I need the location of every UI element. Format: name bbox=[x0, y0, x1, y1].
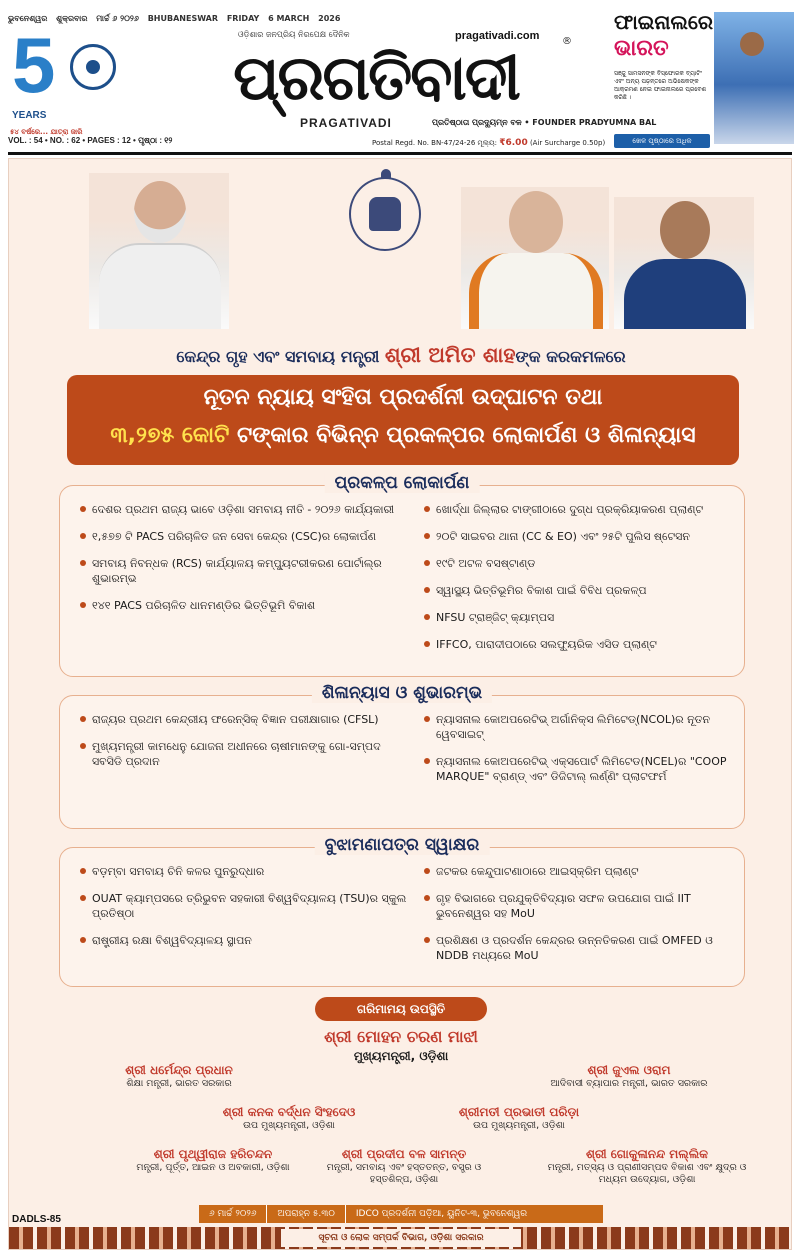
section-mou bbox=[59, 835, 745, 987]
dignitary-name: ଶ୍ରୀ ପୃଥ୍ୱୀରାଜ ହରିଚନ୍ଦନ bbox=[153, 1147, 273, 1161]
dignitary-role: ମନ୍ତ୍ରୀ, ସମବାୟ ଏବଂ ହସ୍ତତନ୍ତ, ବସ୍ତ୍ର ଓ ହସ୍ତଶିଳ୍ପ, ଓଡ଼ିଶା bbox=[326, 1162, 482, 1185]
registered-mark: ® bbox=[562, 36, 572, 47]
newspaper-title-latin: PRAGATIVADI bbox=[300, 116, 392, 130]
minister-line-post: ଙ୍କ କରକମଳରେ bbox=[515, 347, 626, 366]
dignitary-name: ଶ୍ରୀ କନକ ବର୍ଦ୍ଧନ ସିଂହଦେଓ bbox=[222, 1105, 356, 1119]
promo-headline-2: ଭାରତ bbox=[614, 36, 669, 61]
dignitary bbox=[309, 1147, 499, 1186]
promo-headline-1: ଫାଇନାଲରେ bbox=[614, 10, 714, 34]
dignitary-role: ଉପ ମୁଖ୍ୟମନ୍ତ୍ରୀ, ଓଡ଼ିଶା bbox=[473, 1120, 565, 1131]
section-right-column bbox=[422, 502, 736, 664]
air-surcharge: (Air Surcharge 0.50p) bbox=[529, 139, 606, 147]
list-item: ୧୪୧ PACS ପରିଚାଳିତ ଧାନମଣ୍ଡିର ଭିତ୍ତିଭୂମି ବିକାଶ bbox=[78, 598, 414, 613]
chief-minister-role: ମୁଖ୍ୟମନ୍ତ୍ରୀ, ଓଡ଼ିଶା bbox=[353, 1049, 449, 1063]
newspaper-title: ପ୍ରଗତିବାଦୀ bbox=[233, 41, 519, 114]
list-item: ୨୦ଟି ସାଇବର ଥାନା (CC & EO) ଏବଂ ୨୫ଟି ପୁଲିସ ଷ୍ଟେସନ bbox=[422, 529, 736, 544]
section-title: ଶିଳାନ୍ୟାସ ଓ ଶୁଭାରମ୍ଭ bbox=[312, 683, 492, 703]
portrait-majhi bbox=[614, 197, 754, 329]
date-odia-city: ଭୁବନେଶ୍ୱର bbox=[8, 14, 48, 23]
list-item: ସମବାୟ ନିବନ୍ଧକ (RCS) କାର୍ଯ୍ୟାଳୟ କମ୍ପ୍ୟୁଟରୀକରଣ ପୋର୍ଟାଲ୍‌ର ଶୁଭାରମ୍ଭ bbox=[78, 556, 414, 586]
list-item: ରାଷ୍ଟ୍ରୀୟ ରକ୍ଷା ବିଶ୍ୱବିଦ୍ୟାଳୟ ସ୍ଥାପନ bbox=[78, 933, 414, 948]
chief-minister-name: ଶ୍ରୀ ମୋହନ ଚରଣ ମାଝୀ bbox=[324, 1027, 478, 1046]
list-item: ନ୍ୟାସନାଲ କୋଅପରେଟିଭ୍ ଏକ୍ସପୋର୍ଟ ଲିମିଟେଡ(NCEL)ର "COOP MARQUE" ବ୍ରାଣ୍ଡ୍ ଏବଂ ଡିଜିଟାଲ୍ ଲର୍ଣ୍ଣିଂ ପ୍ଲାଟଫର୍ମ bbox=[422, 754, 736, 784]
date-city: BHUBANESWAR bbox=[147, 14, 219, 23]
presence-label: ଗରିମାମୟ ଉପସ୍ଥିତି bbox=[315, 997, 487, 1021]
list-item: ଖୋର୍ଦ୍ଧା ଜିଲ୍ଲାର ଟାଙ୍ଗୀଠାରେ ଦୁଗ୍ଧ ପ୍ରକ୍ରିୟାକରଣ ପ୍ଲାଣ୍ଟ bbox=[422, 502, 736, 517]
dignitary-name: ଶ୍ରୀ ଗୋକୁଳାନନ୍ଦ ମଲ୍ଲିକ bbox=[585, 1147, 709, 1161]
list-item: ଦେଶର ପ୍ରଥମ ରାଜ୍ୟ ଭାବେ ଓଡ଼ିଶା ସମବାୟ ନୀତି - ୨୦୨୬ କାର୍ଯ୍ୟକାରୀ bbox=[78, 502, 414, 517]
postal-reg: Postal Regd. No. BN-47/24-26 ମୂଲ୍ୟ: bbox=[372, 139, 497, 147]
issuer-label: ସୂଚନା ଓ ଲୋକ ସମ୍ପର୍କ ବିଭାଗ, ଓଡ଼ିଶା ସରକାର bbox=[281, 1229, 521, 1247]
date-odia-date: ମାର୍ଚ୍ଚ ୬ ୨୦୨୬ bbox=[96, 14, 139, 23]
section-title: ବୁଝାମଣାପତ୍ର ସ୍ୱାକ୍ଷର bbox=[315, 835, 490, 855]
banner-line-2-rest: ଟଙ୍କାର ବିଭିନ୍ନ ପ୍ରକଳ୍ପର ଲୋକାର୍ପଣ ଓ ଶିଳାନ୍ୟାସ bbox=[229, 423, 696, 448]
event-time: ଅପରାହ୍ନ ୫.୩୦ bbox=[267, 1205, 345, 1223]
dignitary-name: ଶ୍ରୀମତୀ ପ୍ରଭାତୀ ପରିଡ଼ା bbox=[458, 1105, 580, 1119]
section-left-column bbox=[78, 712, 414, 781]
chakra-icon bbox=[70, 44, 116, 90]
list-item: ରାଜ୍ୟର ପ୍ରଥମ କେନ୍ଦ୍ରୀୟ ଫରେନ୍‌ସିକ୍ ବିଜ୍ଞାନ ପରୀକ୍ଷାଗାର (CFSL) bbox=[78, 712, 414, 727]
portrait-body bbox=[99, 243, 221, 329]
date-line bbox=[8, 14, 346, 24]
list-item: ଜଟକର କେନ୍ଦୁପାଟଣାଠାରେ ଆଇସ୍‌କ୍ରିମ ପ୍ଲାଣ୍ଟ bbox=[422, 864, 736, 879]
volume-line: VOL. : 54 • NO. : 62 • PAGES : 12 • ପୃଷ୍ଠା : ୧୨ bbox=[8, 136, 173, 145]
dignitary bbox=[69, 1063, 289, 1090]
list-item: ପ୍ରଶିକ୍ଷଣ ଓ ପ୍ରଦର୍ଶନ କେନ୍ଦ୍ରର ଉନ୍ନତିକରଣ ପାଇଁ OMFED ଓ NDDB ମଧ୍ୟରେ MoU bbox=[422, 933, 736, 963]
event-date: ୬ ମାର୍ଚ୍ଚ ୨୦୨୬ bbox=[199, 1205, 267, 1223]
paper-tagline: ଓଡ଼ିଶାର ଜନପ୍ରିୟ ନିରପେକ୍ଷ ଦୈନିକ bbox=[238, 30, 350, 39]
section-foundation bbox=[59, 683, 745, 829]
logo-tagline: ୫୪ ବର୍ଷରେ... ଯାତ୍ରା ଜାରି bbox=[10, 128, 83, 136]
price: ₹6.00 bbox=[499, 138, 528, 148]
list-item: NFSU ଟ୍ରାଞ୍ଜିଟ୍ କ୍ୟାମ୍ପସ bbox=[422, 610, 736, 625]
portrait-shah bbox=[461, 187, 609, 329]
event-details-bar bbox=[199, 1205, 603, 1223]
sports-promo[interactable] bbox=[614, 10, 794, 150]
list-item: ୧୯ଟି ଅଟଳ ବସଷ୍ଟାଣ୍ଡ bbox=[422, 556, 736, 571]
masthead-divider bbox=[8, 152, 792, 155]
dignitary-role: ମନ୍ତ୍ରୀ, ମତ୍ସ୍ୟ ଓ ପ୍ରାଣୀସମ୍ପଦ ବିକାଶ ଏବଂ କ୍ଷୁଦ୍ର ଓ ମଧ୍ୟମ ଉଦ୍ୟୋଗ, ଓଡ଼ିଶା bbox=[547, 1162, 747, 1185]
dignitary-name: ଶ୍ରୀ ଜୁଏଲ ଓରାମ bbox=[587, 1063, 671, 1077]
list-item: IFFCO, ପାରାଦୀପଠାରେ ସଲଫ୍ୟୁରିକ ଏସିଡ ପ୍ଲାଣ୍ଟ bbox=[422, 637, 736, 652]
cricketer-photo bbox=[714, 12, 794, 144]
minister-line bbox=[109, 343, 693, 368]
portrait-head bbox=[660, 201, 710, 259]
fifty-years-logo bbox=[10, 21, 122, 144]
portrait-head bbox=[509, 191, 563, 253]
dignitary-role: ମନ୍ତ୍ରୀ, ପୂର୍ତ୍ତ, ଆଇନ ଓ ଅବକାରୀ, ଓଡ଼ିଶା bbox=[136, 1162, 290, 1173]
banner-amount: ୩,୨୭୫ କୋଟି bbox=[110, 423, 230, 448]
date-day: FRIDAY bbox=[226, 14, 260, 23]
section-right-column bbox=[422, 712, 736, 796]
list-item: ନ୍ୟାସନାଲ କୋଅପରେଟିଭ୍ ଅର୍ଗାନିକ୍ସ ଲିମିଟେଡ୍(NCOL)ର ନୂତନ ୱେବସାଇଟ୍ bbox=[422, 712, 736, 742]
website-link[interactable]: pragativadi.com bbox=[455, 30, 540, 42]
list-item: OUAT କ୍ୟାମ୍ପସରେ ତ୍ରିଭୁବନ ସହକାରୀ ବିଶ୍ୱବିଦ୍ୟାଳୟ (TSU)ର ସ୍କୁଲ ପ୍ରତିଷ୍ଠା bbox=[78, 891, 414, 921]
dignitary bbox=[537, 1147, 757, 1186]
dignitary bbox=[199, 1105, 379, 1132]
portrait-modi bbox=[89, 173, 229, 329]
odisha-emblem-icon bbox=[349, 177, 421, 251]
portrait-body bbox=[469, 253, 603, 329]
dignitary-role: ଆଦିବାସୀ ବ୍ୟାପାର ମନ୍ତ୍ରୀ, ଭାରତ ସରକାର bbox=[550, 1078, 708, 1089]
dignitary bbox=[509, 1063, 749, 1090]
portrait-body bbox=[624, 259, 746, 329]
list-item: ସ୍ୱାସ୍ଥ୍ୟ ଭିତ୍ତିଭୂମିର ବିକାଶ ପାଇଁ ବିବିଧ ପ୍ରକଳ୍ପ bbox=[422, 583, 736, 598]
section-inauguration bbox=[59, 473, 745, 677]
section-title: ପ୍ରକଳ୍ପ ଲୋକାର୍ପଣ bbox=[325, 473, 480, 493]
promo-more-button[interactable]: ଖେଳ ପୃଷ୍ଠାରେ ଅଧିକ bbox=[614, 134, 710, 148]
headline-banner bbox=[67, 375, 739, 465]
date-odia-day: ଶୁକ୍ରବାର bbox=[56, 14, 88, 23]
section-right-column bbox=[422, 864, 736, 975]
list-item: ବଡ଼ମ୍ବା ସମବାୟ ଚିନି କଳର ପୁନରୁଦ୍ଧାର bbox=[78, 864, 414, 879]
dignitary bbox=[429, 1105, 609, 1132]
dignitary-name: ଶ୍ରୀ ଧର୍ମେନ୍ଦ୍ର ପ୍ରଧାନ bbox=[125, 1063, 233, 1077]
list-item: ଗୃହ ବିଭାଗରେ ପ୍ରଯୁକ୍ତିବିଦ୍ୟାର ସଫଳ ଉପଯୋଗ ପାଇଁ IIT ଭୁବନେଶ୍ୱର ସହ MoU bbox=[422, 891, 736, 921]
postal-line bbox=[372, 138, 605, 148]
minister-name: ଶ୍ରୀ ଅମିତ ଶାହ bbox=[384, 343, 516, 367]
dignitary-role: ଉପ ମୁଖ୍ୟମନ୍ତ୍ରୀ, ଓଡ଼ିଶା bbox=[243, 1120, 335, 1131]
date-year: 2026 bbox=[318, 14, 341, 23]
banner-line-1: ନୂତନ ନ୍ୟାୟ ସଂହିତା ପ୍ରଦର୍ଶନୀ ଉଦ୍‌ଘାଟନ ତଥା bbox=[203, 385, 603, 410]
section-left-column bbox=[78, 502, 414, 625]
section-left-column bbox=[78, 864, 414, 960]
portrait-head bbox=[134, 181, 186, 243]
list-item: ମୁଖ୍ୟମନ୍ତ୍ରୀ କାମଧେନୁ ଯୋଜନା ଅଧୀନରେ ଚାଷୀମାନଙ୍କୁ ଗୋ-ସମ୍ପଦ ସବସିଡି ପ୍ରଦାନ bbox=[78, 739, 414, 769]
event-venue: IDCO ପ୍ରଦର୍ଶନୀ ପଡ଼ିଆ, ୟୁନିଟ-୩, ଭୁବନେଶ୍ୱର bbox=[355, 1209, 528, 1219]
dignitary-role: ଶିକ୍ଷା ମନ୍ତ୍ରୀ, ଭାରତ ସରକାର bbox=[126, 1078, 232, 1089]
dignitary-name: ଶ୍ରୀ ପ୍ରଦୀପ ବଳ ସାମନ୍ତ bbox=[341, 1147, 467, 1161]
advert-code: DADLS-85 bbox=[12, 1214, 61, 1225]
logo-fifty-graphic: 5 bbox=[12, 21, 52, 109]
banner-line-2 bbox=[67, 423, 739, 448]
list-item: ୧,୫୭୭ ଟି PACS ପରିଚାଳିତ ଜନ ସେବା କେନ୍ଦ୍ର (CSC)ର ଲୋକାର୍ପଣ bbox=[78, 529, 414, 544]
promo-text: ସଞ୍ଜୁ ସାମସନଙ୍କ ବିସ୍ଫୋରକ ବ୍ୟାଟିଂ ଏବଂ ଅନ୍ୟ ପଢ଼ନ୍ତରେ ଅଭିଷେକଙ୍କ ଆକ୍ରମଣ ନେଇ ଫାଇନାଲରେ ପ୍ରବେଶ କରିଛି । bbox=[614, 70, 706, 101]
logo-years-label: YEARS bbox=[12, 110, 47, 121]
minister-line-pre: କେନ୍ଦ୍ର ଗୃହ ଏବଂ ସମବାୟ ମନ୍ତ୍ରୀ bbox=[176, 347, 385, 366]
dignitary bbox=[113, 1147, 313, 1174]
government-advertisement bbox=[8, 158, 792, 1250]
founder-line: ପ୍ରତିଷ୍ଠାତା ପ୍ରଦ୍ୟୁମ୍ନ ବଳ • FOUNDER PRADYUMNA BAL bbox=[432, 118, 657, 127]
date-date: 6 MARCH bbox=[268, 14, 310, 23]
